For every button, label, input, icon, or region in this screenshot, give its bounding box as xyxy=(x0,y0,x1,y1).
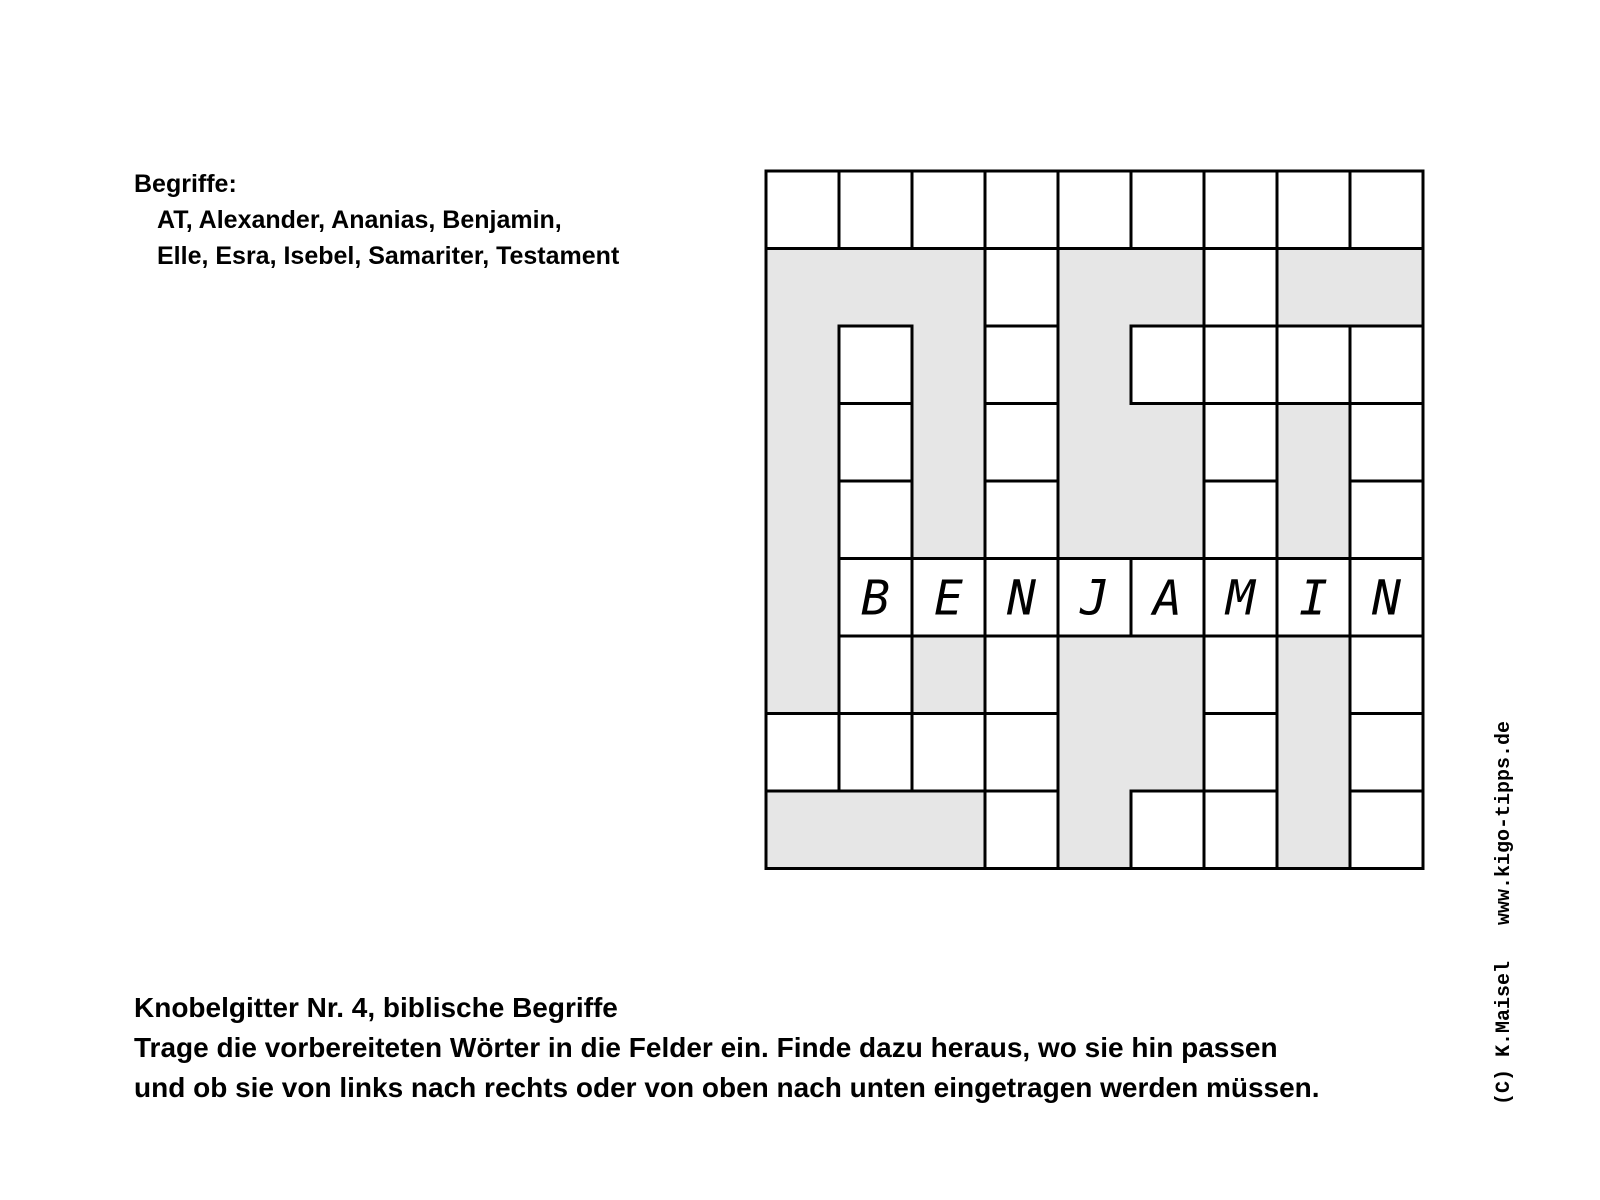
grid-cell[interactable] xyxy=(912,714,985,792)
grid-cell[interactable] xyxy=(1131,171,1204,249)
prefilled-letter: I xyxy=(1299,570,1328,627)
instructions xyxy=(134,988,1320,1108)
grid-cell[interactable] xyxy=(1131,326,1204,404)
grid-cell[interactable] xyxy=(1350,791,1423,869)
terms-line-1: AT, Alexander, Ananias, Benjamin, xyxy=(157,206,562,234)
grid-cell[interactable] xyxy=(985,171,1058,249)
instructions-line-2: und ob sie von links nach rechts oder von oben nach unten eingetragen werden müssen. xyxy=(134,1072,1320,1103)
grid-cell[interactable] xyxy=(766,171,839,249)
grid-cell[interactable] xyxy=(1204,326,1277,404)
grid-cell[interactable] xyxy=(985,636,1058,714)
grid-cell[interactable] xyxy=(1204,636,1277,714)
grid-cell[interactable] xyxy=(839,714,912,792)
grid-cell[interactable] xyxy=(985,791,1058,869)
prefilled-letter: J xyxy=(1080,570,1109,627)
grid-cell[interactable] xyxy=(839,481,912,559)
puzzle-grid xyxy=(763,168,1431,870)
terms-heading: Begriffe: xyxy=(134,170,237,198)
grid-cell[interactable] xyxy=(1204,481,1277,559)
grid-cell[interactable] xyxy=(1204,249,1277,327)
grid-cell[interactable] xyxy=(1131,791,1204,869)
grid-cell[interactable] xyxy=(1350,481,1423,559)
grid-cell[interactable] xyxy=(839,326,912,404)
grid-cell[interactable] xyxy=(839,636,912,714)
grid-cell[interactable] xyxy=(1204,404,1277,482)
prefilled-letter: A xyxy=(1153,570,1182,627)
grid-cell[interactable] xyxy=(1204,714,1277,792)
credit-text: (C) K.Maisel www.kigo-tipps.de xyxy=(1493,720,1516,1105)
grid-cell[interactable] xyxy=(1277,171,1350,249)
grid-cell[interactable] xyxy=(985,326,1058,404)
grid-cell[interactable] xyxy=(766,714,839,792)
grid-cell[interactable] xyxy=(1277,326,1350,404)
prefilled-letter: E xyxy=(934,570,963,627)
grid-cell[interactable] xyxy=(1350,636,1423,714)
prefilled-letter: N xyxy=(1372,570,1401,627)
grid-cell[interactable] xyxy=(839,404,912,482)
grid-cell[interactable] xyxy=(1350,326,1423,404)
grid-cell[interactable] xyxy=(1204,791,1277,869)
grid-cell[interactable] xyxy=(1204,171,1277,249)
instructions-line-1: Trage die vorbereiteten Wörter in die Felder ein. Finde dazu heraus, wo sie hin passen xyxy=(134,1032,1278,1063)
grid-cell[interactable] xyxy=(1058,171,1131,249)
grid-cell[interactable] xyxy=(985,249,1058,327)
grid-cell[interactable] xyxy=(1350,404,1423,482)
puzzle-title: Knobelgitter Nr. 4, biblische Begriffe xyxy=(134,992,618,1023)
terms-box xyxy=(134,166,619,274)
grid-cell[interactable] xyxy=(1350,714,1423,792)
grid-cell[interactable] xyxy=(839,171,912,249)
prefilled-letter: M xyxy=(1226,570,1255,627)
grid-cell[interactable] xyxy=(985,404,1058,482)
grid-cell[interactable] xyxy=(912,171,985,249)
terms-line-2: Elle, Esra, Isebel, Samariter, Testament xyxy=(157,242,620,270)
prefilled-letter: B xyxy=(861,570,890,627)
grid-cell[interactable] xyxy=(1350,171,1423,249)
grid-cell[interactable] xyxy=(985,481,1058,559)
grid-cell[interactable] xyxy=(985,714,1058,792)
prefilled-letter: N xyxy=(1007,570,1036,627)
